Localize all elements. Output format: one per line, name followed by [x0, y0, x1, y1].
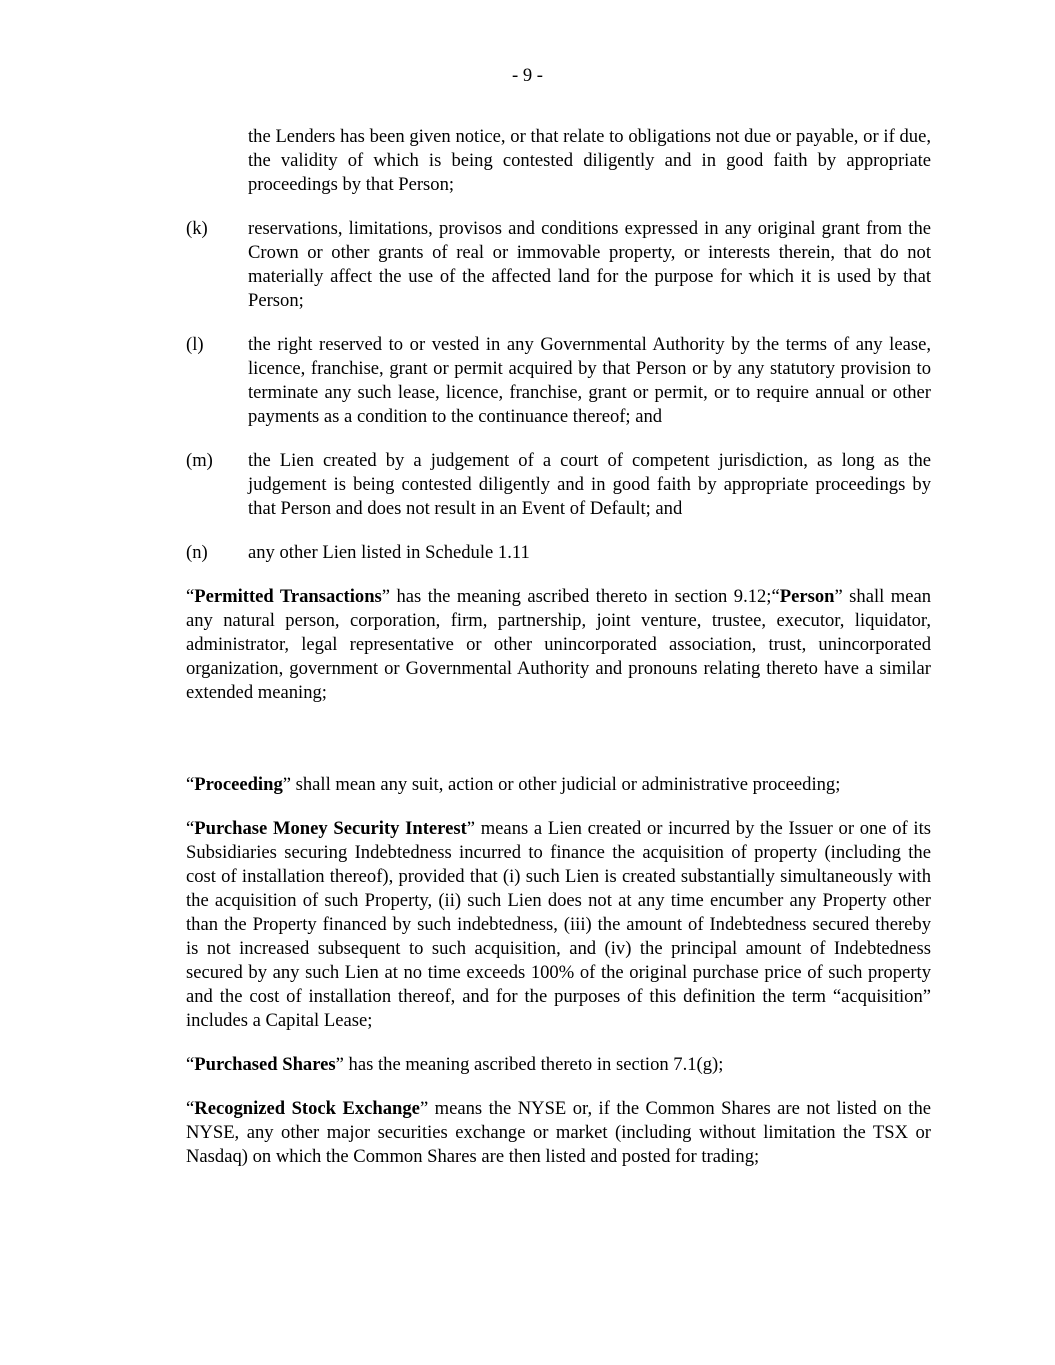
list-item-label: (m) — [186, 450, 213, 471]
document-body — [186, 125, 931, 1189]
continued-paragraph: the Lenders has been given notice, or that relate to obligations not due or payable, or if due, the validity of which is being contested diligently and in good faith by appropriate proceedings by that Person; — [248, 126, 931, 195]
list-item-m — [186, 449, 931, 521]
definition-text: ” has the meaning ascribed thereto in section 9.12;“ — [381, 586, 780, 607]
list-item-k — [186, 217, 931, 313]
defined-term: Purchase Money Security Interest — [194, 818, 467, 839]
open-quote: “ — [186, 818, 195, 839]
open-quote: “ — [186, 586, 195, 607]
page-number: - 9 - — [512, 65, 543, 86]
defined-term: Proceeding — [194, 774, 283, 795]
open-quote: “ — [186, 774, 195, 795]
definition-text: ” means a Lien created or incurred by the Issuer or one of its Subsidiaries securing Indebtedness incurred to finance the acquisition of property (including the cost of installation thereof), provided that (i) such Lien is created substantially simultaneously with the acquisition of such Property, (ii) such Lien does not at any time encumber any Property other than the Property financed by such indebtedness, (iii) the amount of Indebtedness secured thereby is not increased subsequent to such acquisition, and (iv) the principal amount of Indebtedness secured by any such Lien at no time exceeds 100% of the original purchase price of such property and the cost of installation thereof, and for the purposes of this definition the term “acquisition” includes a Capital Lease; — [186, 818, 931, 1031]
list-item-text: any other Lien listed in Schedule 1.11 — [248, 542, 530, 563]
list-item-label: (k) — [186, 218, 208, 239]
definition-proceeding — [186, 773, 931, 797]
definition-text: ” means the NYSE or, if the Common Shares are not listed on the NYSE, any other major securities exchange or market (including without limitation the TSX or Nasdaq) on which the Common Shares are then listed and posted for trading; — [186, 1098, 931, 1167]
definition-text-person: ” shall mean any natural person, corporation, firm, partnership, joint venture, trustee, executor, liquidator, administrator, legal representative or other unincorporated association, trust, unincorporated organization, government or Governmental Authority and pronouns relating thereto have a similar extended meaning; — [186, 586, 931, 703]
defined-term: Recognized Stock Exchange — [194, 1098, 420, 1119]
list-item-l — [186, 333, 931, 429]
definition-purchase-money-security-interest — [186, 817, 931, 1033]
list-item-label: (n) — [186, 542, 208, 563]
defined-term: Permitted Transactions — [194, 586, 382, 607]
open-quote: “ — [186, 1098, 195, 1119]
defined-term-person: Person — [779, 586, 835, 607]
defined-term: Purchased Shares — [194, 1054, 336, 1075]
list-item-n — [186, 541, 931, 565]
list-item-text: reservations, limitations, provisos and conditions expressed in any original grant from the Crown or other grants of real or immovable property, or interests therein, that do not materially affect the use of the affected land for the purpose for which it is used by that Person; — [248, 218, 931, 311]
definition-recognized-stock-exchange — [186, 1097, 931, 1169]
list-item-text: the Lien created by a judgement of a court of competent jurisdiction, as long as the judgement is being contested diligently and in good faith by appropriate proceedings by that Person and does not result in an Event of Default; and — [248, 450, 931, 519]
open-quote: “ — [186, 1054, 195, 1075]
definition-text: ” has the meaning ascribed thereto in section 7.1(g); — [335, 1054, 724, 1075]
list-item-text: the right reserved to or vested in any Governmental Authority by the terms of any lease, licence, franchise, grant or permit acquired by that Person or by any statutory provision to terminate any such lease, licence, franchise, grant or permit, or to require annual or other payments as a condition to the continuance thereof; and — [248, 334, 931, 427]
list-item-label: (l) — [186, 334, 204, 355]
definition-permitted-transactions — [186, 585, 931, 705]
definition-text: ” shall mean any suit, action or other judicial or administrative proceeding; — [282, 774, 841, 795]
definition-purchased-shares — [186, 1053, 931, 1077]
